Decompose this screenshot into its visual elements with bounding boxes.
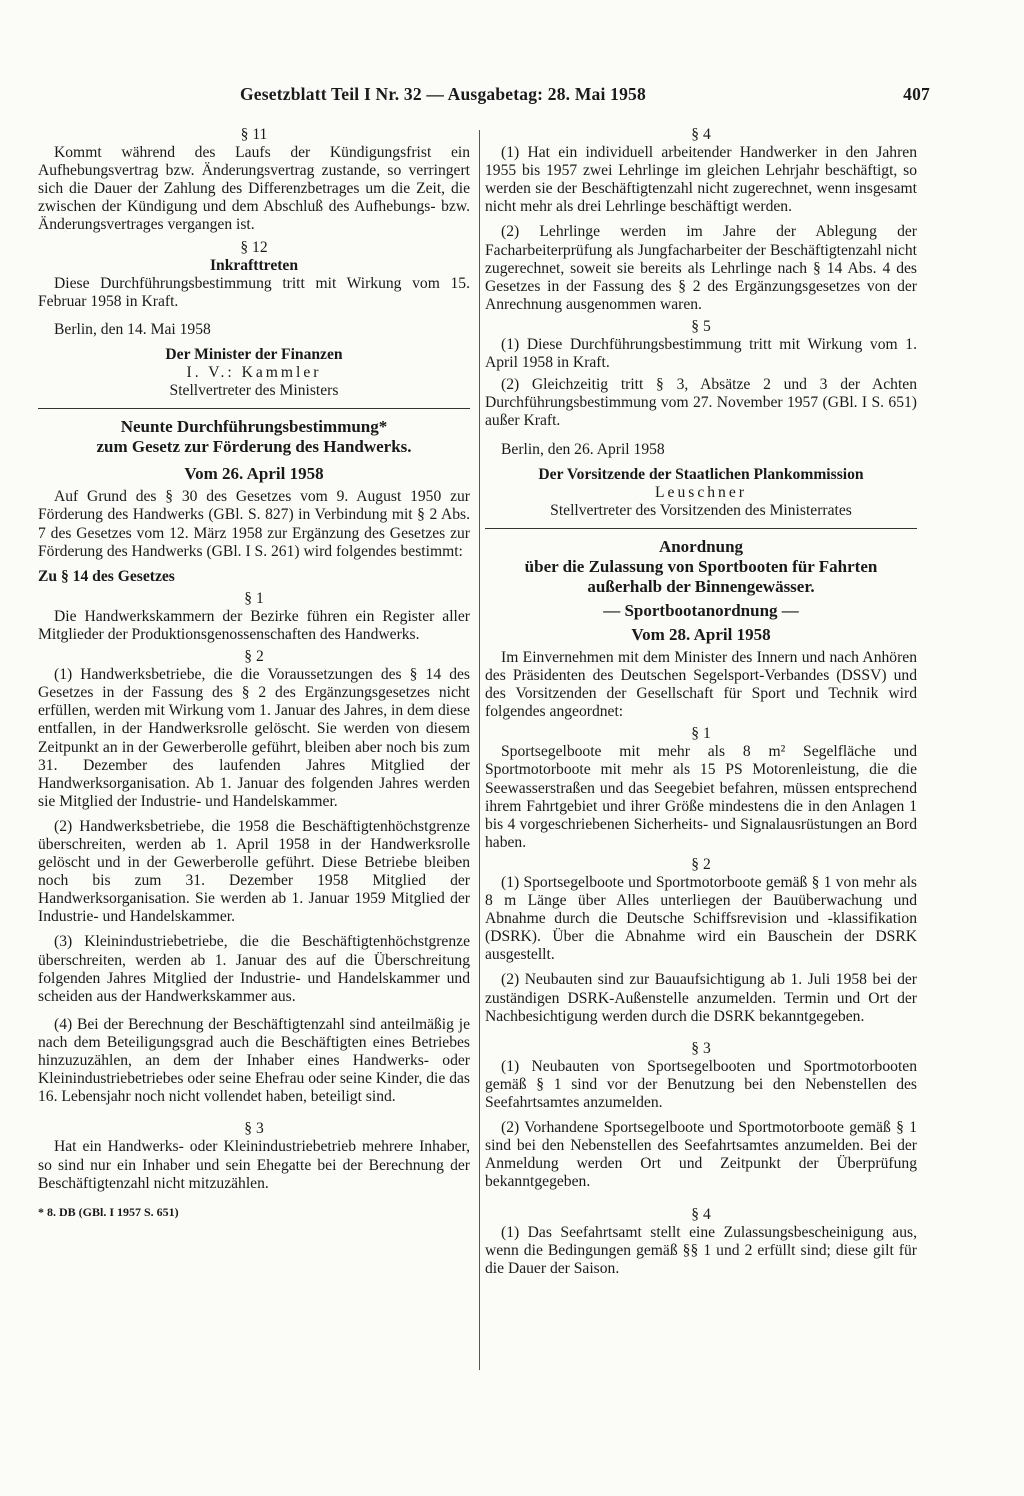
signature-role: Stellvertreter des Ministers xyxy=(169,382,339,400)
signature-office: Der Minister der Finanzen xyxy=(165,346,343,364)
section-heading: § 5 xyxy=(691,317,711,335)
section-heading: § 3 xyxy=(691,1039,711,1057)
right-column xyxy=(485,126,917,1278)
reference-heading: Zu § 14 des Gesetzes xyxy=(38,567,175,585)
signature-name: I. V.: Kammler xyxy=(186,364,322,382)
section-heading: § 2 xyxy=(244,648,264,666)
left-column xyxy=(38,126,470,1221)
paragraph: (1) Sportsegelboote und Sportmotorboote gemäß § 1 von mehr als 8 m Länge über Alles unterliegen der Bauüberwachung und Abnahme durch die Deutsche Schiffsrevision und -klassifikation (DSRK). Über die Abnahme wird ein Bauschein der DSRK ausgestellt. xyxy=(485,874,917,964)
section-heading: § 4 xyxy=(691,1205,711,1223)
order-title: Anordnung xyxy=(658,536,744,556)
paragraph: Hat ein Handwerks- oder Kleinindustriebetrieb mehrere Inhaber, so sind nur ein Inhaber und sein Ehegatte bei der Berechnung der Beschäftigtenzahl nicht mitzuzählen. xyxy=(38,1138,470,1192)
paragraph: Die Handwerkskammern der Bezirke führen ein Register aller Mitglieder der Produktionsgenossenschaften des Handwerks. xyxy=(38,607,470,643)
section-subheading: Inkrafttreten xyxy=(209,256,299,274)
paragraph: (2) Vorhandene Sportsegelboote und Sportmotorboote gemäß § 1 sind bei den Nebenstellen des Seefahrtsamtes anzumelden. Bei der Anmeldung werden Ort und Zeitpunkt der Überprüfung bekanntgegeben. xyxy=(485,1119,917,1191)
horizontal-rule xyxy=(38,408,470,409)
order-short-title: — Sportbootanordnung — xyxy=(603,600,799,620)
footnote: * 8. DB (GBl. I 1957 S. 651) xyxy=(38,1204,179,1219)
running-title: Gesetzblatt Teil I Nr. 32 — Ausgabetag: 28. Mai 1958 xyxy=(240,84,646,104)
column-divider xyxy=(479,130,480,1370)
decree-title: zum Gesetz zur Förderung des Handwerks. xyxy=(96,437,412,457)
paragraph: (2) Lehrlinge werden im Jahre der Ablegung der Facharbeiterprüfung als Jungfacharbeiter der Beschäftigtenzahl nicht zugerechnet, soweit sie bereits als Lehrlinge nach § 14 Abs. 4 des Gesetzes in der Fassung des § 2 des Ergänzungsgesetzes von der Anrechnung ausgenommen waren. xyxy=(485,223,917,313)
section-heading: § 2 xyxy=(691,855,711,873)
signature-place-date: Berlin, den 14. Mai 1958 xyxy=(54,320,211,338)
order-title: über die Zulassung von Sportbooten für Fahrten xyxy=(524,556,878,576)
paragraph: (4) Bei der Berechnung der Beschäftigtenzahl sind anteilmäßig je nach dem Beteiligungsgrad auch die Beschäftigten eines Betriebes hinzuzuzählen, an dem der Inhaber eines Handwerks- oder Kleinindustriebetriebes oder seine Ehefrau oder seine Kinder, die das 16. Lebensjahr noch nicht vollendet haben, beteiligt sind. xyxy=(38,1015,470,1106)
paragraph: (1) Handwerksbetriebe, die die Voraussetzungen des § 14 des Gesetzes in der Fassung des § 2 des Ergänzungsgesetzes nicht erfüllen, werden mit Wirkung vom 1. Januar des Jahres, in dem diese entfallen, in der Handwerksrolle gelöscht. Sie werden von diesem Zeitpunkt an in der Gewerberolle geführt, bleiben aber noch bis zum 31. Dezember des laufenden Jahres Mitglied der Handwerksorganisation. Ab 1. Januar des folgenden Jahres werden sie Mitglied der Industrie- und Handelskammer. xyxy=(38,666,470,810)
paragraph: (3) Kleinindustriebetriebe, die die Beschäftigtenhöchstgrenze überschreiten, werden ab 1. Januar des auf die Überschreitung folgenden Jahres Mitglied der Industrie- und Handelskammer und scheiden aus der Handwerkskammer aus. xyxy=(38,933,470,1005)
section-heading: § 12 xyxy=(240,238,268,256)
section-heading: § 11 xyxy=(240,126,268,143)
decree-title: Neunte Durchführungsbestimmung* xyxy=(120,417,388,437)
section-heading: § 3 xyxy=(244,1120,264,1138)
section-heading: § 1 xyxy=(244,589,264,607)
paragraph: (1) Neubauten von Sportsegelbooten und Sportmotorbooten gemäß § 1 sind vor der Benutzung bei den Nebenstellen des Seefahrtsamtes anzumelden. xyxy=(485,1057,917,1112)
decree-date: Vom 26. April 1958 xyxy=(184,464,324,484)
page-number: 407 xyxy=(903,84,930,104)
section-heading: § 4 xyxy=(691,126,711,143)
order-title: außerhalb der Binnengewässer. xyxy=(587,576,815,596)
paragraph: (2) Gleichzeitig tritt § 3, Absätze 2 und 3 der Achten Durchführungsbestimmung vom 27. November 1957 (GBl. I S. 651) außer Kraft. xyxy=(485,376,917,430)
paragraph: Diese Durchführungsbestimmung tritt mit Wirkung vom 15. Februar 1958 in Kraft. xyxy=(38,274,470,310)
page-header xyxy=(240,84,930,105)
paragraph: Kommt während des Laufs der Kündigungsfrist ein Aufhebungsvertrag bzw. Änderungsvertrag zustande, so verringert sich die Dauer der Zahlung des Differenzbetrages um die Zeit, die zwischen der Kündigung und dem Abschluß des Aufhebungs- bzw. Änderungsvertrages vergangen ist. xyxy=(38,144,470,234)
paragraph: (1) Hat ein individuell arbeitender Handwerker in den Jahren 1955 bis 1957 zwei Lehrlinge im gleichen Lehrjahr beschäftigt, so werden sie der Beschäftigtenzahl nicht zugerechnet, wenn insgesamt nicht mehr als drei Lehrlinge beschäftigt werden. xyxy=(485,144,917,216)
signature-role: Stellvertreter des Vorsitzenden des Ministerrates xyxy=(550,501,852,519)
paragraph: (1) Diese Durchführungsbestimmung tritt mit Wirkung vom 1. April 1958 in Kraft. xyxy=(485,336,917,372)
paragraph: (2) Handwerksbetriebe, die 1958 die Beschäftigtenhöchstgrenze überschreiten, werden ab 1. April 1958 in der Handwerksrolle gelöscht und in der Gewerberolle geführt. Diese Betriebe bleiben noch bis zum 31. Dezember 1958 Mitglied der Handwerksorganisation. Sie werden ab 1. Januar 1959 Mitglied der Industrie- und Handelskammer. xyxy=(38,817,470,926)
paragraph: Im Einvernehmen mit dem Minister des Innern und nach Anhören des Präsidenten des Deutschen Segelsport-Verbandes (DSSV) und des Vorsitzenden der Gesellschaft für Sport und Technik wird folgendes angeordnet: xyxy=(485,648,917,721)
paragraph: Auf Grund des § 30 des Gesetzes vom 9. August 1950 zur Förderung des Handwerks (GBl. S. 827) in Verbindung mit § 2 Abs. 7 des Gesetzes vom 12. März 1958 zur Ergänzung des Gesetzes zur Förderung des Handwerks (GBl. I S. 261) wird folgendes bestimmt: xyxy=(38,488,470,560)
signature-place-date: Berlin, den 26. April 1958 xyxy=(501,440,665,458)
signature-name: Leuschner xyxy=(655,483,747,501)
order-date: Vom 28. April 1958 xyxy=(631,624,771,644)
horizontal-rule xyxy=(485,528,917,529)
paragraph: Sportsegelboote mit mehr als 8 m² Segelfläche und Sportmotorboote mit mehr als 15 PS Motorenleistung, die die Seewasserstraßen und das Seegebiet befahren, müssen entsprechend ihrem Fahrtgebiet und ihrer Größe mindestens die in den Anlagen 1 bis 4 vorgeschriebenen Sicherheits- und Signalausrüstungen an Bord haben. xyxy=(485,743,917,851)
signature-office: Der Vorsitzende der Staatlichen Plankommission xyxy=(538,465,864,483)
paragraph: (2) Neubauten sind zur Bauaufsichtigung ab 1. Juli 1958 bei der zuständigen DSRK-Außenstelle anzumelden. Termin und Ort der Nachbesichtigung werden durch die DSRK bekanntgegeben. xyxy=(485,971,917,1025)
section-heading: § 1 xyxy=(691,725,711,743)
paragraph: (1) Das Seefahrtsamt stellt eine Zulassungsbescheinigung aus, wenn die Bedingungen gemäß §§ 1 und 2 erfüllt sind; diese gilt für die Dauer der Saison. xyxy=(485,1223,917,1277)
